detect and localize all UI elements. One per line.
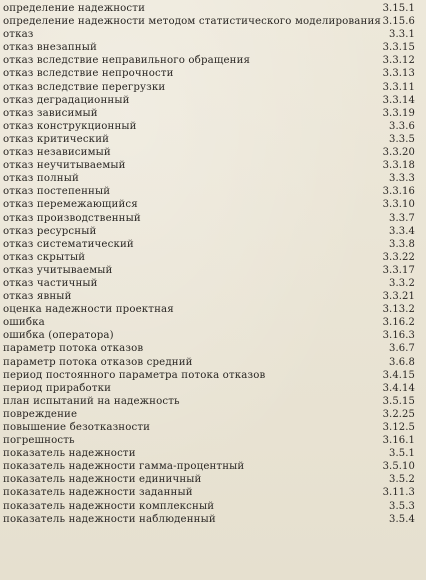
- index-entry: [3, 212, 415, 225]
- entry-reference-number: 3.5.4: [389, 513, 415, 525]
- entry-reference-number: 3.16.1: [382, 435, 415, 447]
- index-entry: [3, 120, 415, 133]
- entry-reference-number: 3.5.3: [389, 500, 415, 512]
- index-entry: [3, 225, 415, 238]
- entry-term: отказ скрытый: [3, 251, 86, 263]
- entry-reference-number: 3.3.4: [389, 225, 415, 237]
- index-entry: [3, 473, 415, 486]
- entry-term: план испытаний на надежность: [3, 395, 180, 407]
- entry-reference-number: 3.5.1: [389, 448, 415, 460]
- entry-term: показатель надежности наблюденный: [3, 513, 216, 525]
- entry-reference-number: 3.5.10: [382, 461, 415, 473]
- entry-term: отказ вследствие неправильного обращения: [3, 55, 251, 67]
- index-entry: [3, 107, 415, 120]
- term-index-list: [3, 2, 415, 526]
- entry-term: повреждение: [3, 408, 78, 420]
- entry-term: показатель надежности заданный: [3, 487, 193, 499]
- entry-reference-number: 3.3.12: [382, 55, 415, 67]
- entry-reference-number: 3.3.17: [382, 264, 415, 276]
- index-entry: [3, 251, 415, 264]
- index-entry: [3, 303, 415, 316]
- index-entry: [3, 277, 415, 290]
- index-entry: [3, 369, 415, 382]
- index-entry: [3, 28, 415, 41]
- entry-reference-number: 3.3.7: [389, 212, 415, 224]
- index-entry: [3, 2, 415, 15]
- entry-reference-number: 3.3.5: [389, 133, 415, 145]
- entry-term: показатель надежности комплексный: [3, 500, 215, 512]
- index-entry: [3, 421, 415, 434]
- entry-term: период постоянного параметра потока отказов: [3, 369, 266, 381]
- entry-term: отказ производственный: [3, 212, 141, 224]
- entry-reference-number: 3.3.22: [382, 251, 415, 263]
- entry-reference-number: 3.3.13: [382, 68, 415, 80]
- entry-reference-number: 3.3.20: [382, 147, 415, 159]
- entry-term: ошибка (оператора): [3, 330, 114, 342]
- entry-term: отказ систематический: [3, 238, 134, 250]
- index-entry: [3, 356, 415, 369]
- entry-term: определение надежности методом статистического моделирования: [3, 16, 381, 28]
- entry-reference-number: 3.5.2: [389, 474, 415, 486]
- index-entry: [3, 133, 415, 146]
- entry-reference-number: 3.3.18: [382, 160, 415, 172]
- index-entry: [3, 408, 415, 421]
- entry-term: отказ неучитываемый: [3, 160, 126, 172]
- entry-term: отказ постепенный: [3, 186, 111, 198]
- entry-reference-number: 3.11.3: [382, 487, 415, 499]
- entry-reference-number: 3.15.6: [382, 16, 415, 28]
- entry-term: отказ внезапный: [3, 42, 97, 54]
- entry-term: отказ критический: [3, 133, 110, 145]
- entry-term: отказ перемежающийся: [3, 199, 138, 211]
- index-entry: [3, 146, 415, 159]
- index-entry: [3, 172, 415, 185]
- index-entry: [3, 316, 415, 329]
- index-entry: [3, 94, 415, 107]
- entry-term: отказ ресурсный: [3, 225, 97, 237]
- entry-reference-number: 3.6.7: [389, 343, 415, 355]
- entry-term: погрешность: [3, 435, 75, 447]
- index-entry: [3, 500, 415, 513]
- index-entry: [3, 81, 415, 94]
- index-entry: [3, 238, 415, 251]
- entry-term: отказ явный: [3, 291, 72, 303]
- entry-reference-number: 3.3.15: [382, 42, 415, 54]
- entry-reference-number: 3.4.15: [382, 369, 415, 381]
- entry-term: отказ конструкционный: [3, 120, 137, 132]
- entry-term: показатель надежности: [3, 448, 136, 460]
- entry-term: отказ: [3, 29, 34, 41]
- entry-term: отказ вследствие непрочности: [3, 68, 174, 80]
- index-entry: [3, 15, 415, 28]
- entry-term: показатель надежности единичный: [3, 474, 202, 486]
- entry-reference-number: 3.3.11: [382, 81, 415, 93]
- entry-reference-number: 3.3.10: [382, 199, 415, 211]
- index-entry: [3, 159, 415, 172]
- index-entry: [3, 395, 415, 408]
- entry-term: отказ зависимый: [3, 107, 98, 119]
- entry-reference-number: 3.13.2: [382, 304, 415, 316]
- index-entry: [3, 329, 415, 342]
- entry-reference-number: 3.2.25: [382, 408, 415, 420]
- entry-term: параметр потока отказов средний: [3, 356, 193, 368]
- entry-term: оценка надежности проектная: [3, 304, 174, 316]
- entry-term: повышение безотказности: [3, 422, 151, 433]
- index-entry: [3, 67, 415, 80]
- entry-reference-number: 3.3.8: [389, 238, 415, 250]
- index-entry: [3, 185, 415, 198]
- entry-reference-number: 3.3.16: [382, 186, 415, 198]
- entry-reference-number: 3.5.15: [382, 395, 415, 407]
- entry-reference-number: 3.6.8: [389, 356, 415, 368]
- entry-reference-number: 3.16.3: [382, 330, 415, 342]
- index-entry: [3, 41, 415, 54]
- index-entry: [3, 486, 415, 499]
- index-entry: [3, 447, 415, 460]
- entry-term: отказ деградационный: [3, 94, 130, 106]
- entry-reference-number: 3.4.14: [382, 382, 415, 394]
- entry-reference-number: 3.3.14: [382, 94, 415, 106]
- entry-reference-number: 3.3.6: [389, 120, 415, 132]
- entry-term: показатель надежности гамма-процентный: [3, 461, 245, 473]
- entry-term: отказ независимый: [3, 147, 111, 159]
- entry-term: параметр потока отказов: [3, 343, 144, 355]
- entry-term: отказ частичный: [3, 277, 98, 289]
- entry-term: ошибка: [3, 317, 45, 329]
- entry-reference-number: 3.3.3: [389, 173, 415, 185]
- entry-reference-number: 3.3.1: [389, 29, 415, 41]
- index-entry: [3, 460, 415, 473]
- entry-term: определение надежности: [3, 3, 146, 14]
- index-entry: [3, 290, 415, 303]
- entry-reference-number: 3.3.2: [389, 277, 415, 289]
- index-entry: [3, 342, 415, 355]
- index-entry: [3, 54, 415, 67]
- entry-reference-number: 3.3.21: [382, 291, 415, 303]
- entry-reference-number: 3.12.5: [382, 422, 415, 433]
- index-entry: [3, 382, 415, 395]
- index-entry: [3, 434, 415, 447]
- entry-reference-number: 3.16.2: [382, 317, 415, 329]
- index-entry: [3, 198, 415, 211]
- entry-reference-number: 3.3.19: [382, 107, 415, 119]
- entry-term: отказ учитываемый: [3, 264, 113, 276]
- entry-term: отказ полный: [3, 173, 79, 185]
- index-entry: [3, 513, 415, 526]
- entry-term: период приработки: [3, 382, 112, 394]
- index-entry: [3, 264, 415, 277]
- entry-reference-number: 3.15.1: [382, 3, 415, 14]
- entry-term: отказ вследствие перегрузки: [3, 81, 166, 93]
